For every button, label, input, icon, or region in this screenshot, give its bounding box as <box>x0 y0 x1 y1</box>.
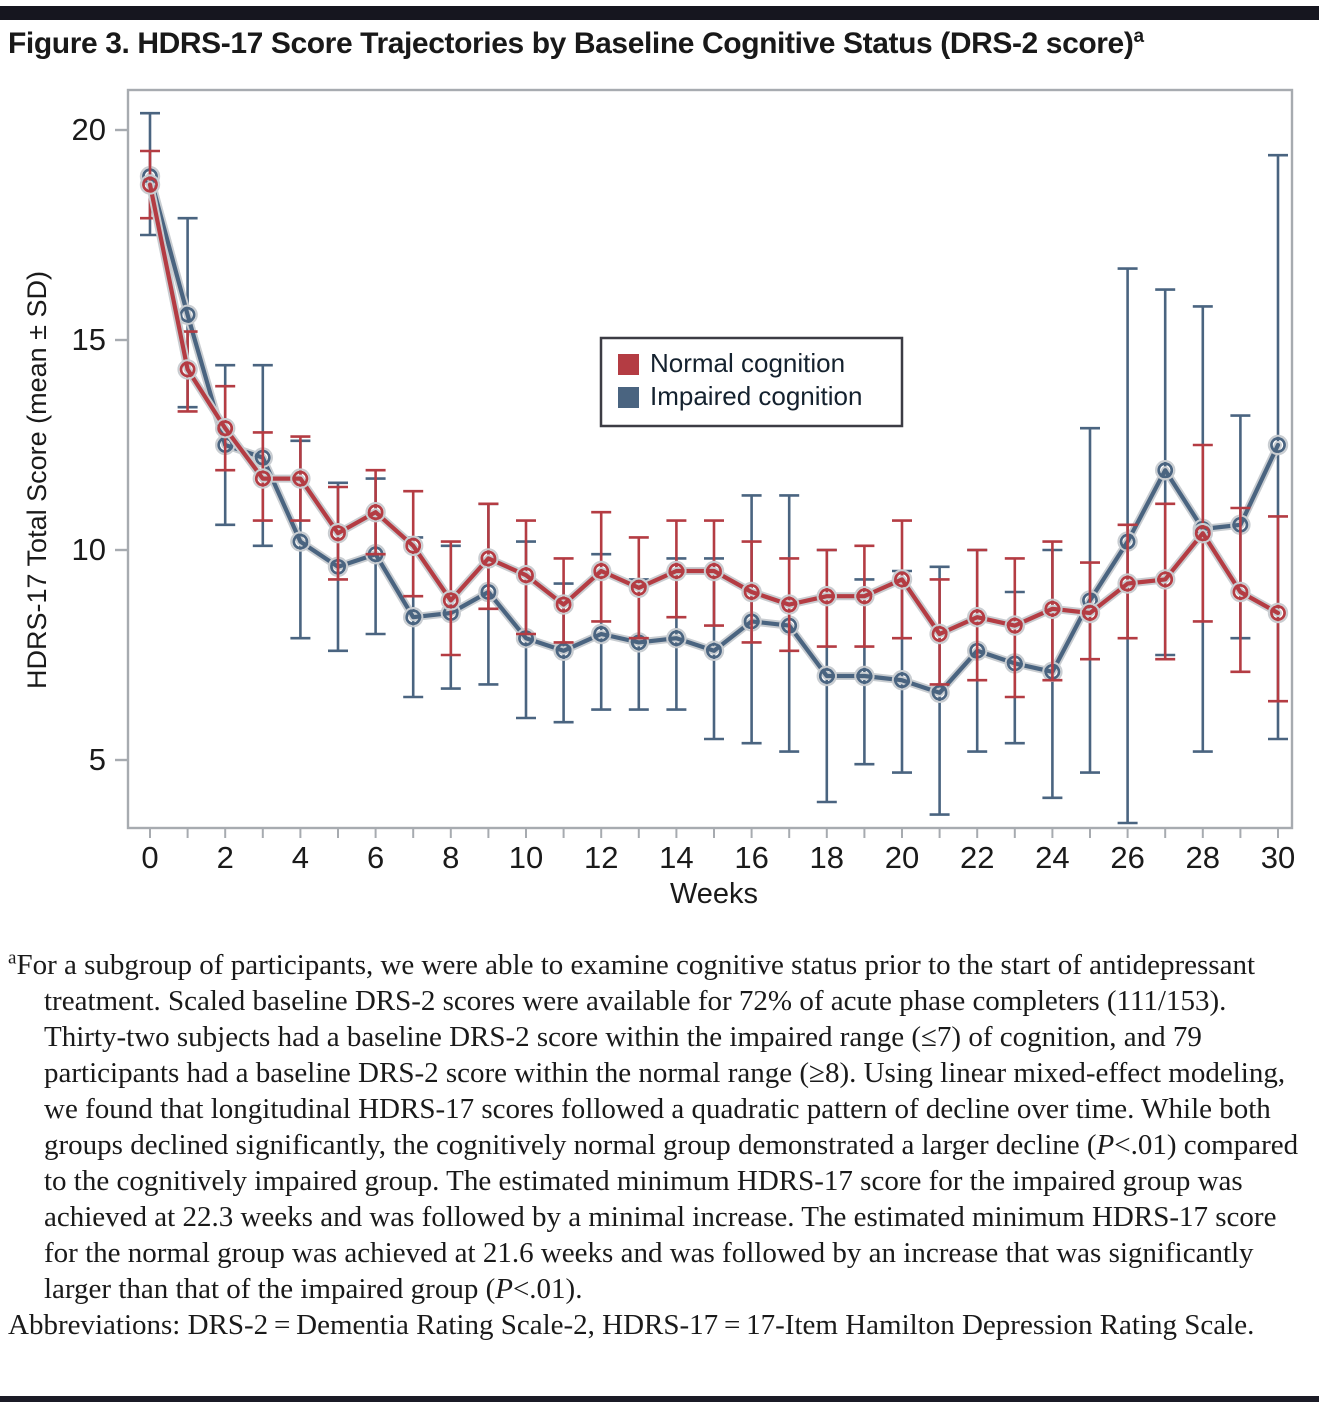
x-tick-label: 4 <box>291 840 310 875</box>
y-axis-title: HDRS-17 Total Score (mean ± SD) <box>22 271 52 689</box>
x-tick-label: 12 <box>583 840 619 875</box>
footnote-superscript: a <box>8 947 17 969</box>
footnote-text <box>16 949 1298 1305</box>
legend-swatch-normal-cognition <box>618 354 639 375</box>
x-tick-label: 28 <box>1185 840 1221 875</box>
x-tick-label: 22 <box>959 840 995 875</box>
figure-title-text: Figure 3. HDRS-17 Score Trajectories by Baseline Cognitive Status (DRS-2 score) <box>8 27 1134 60</box>
x-tick-label: 18 <box>809 840 845 875</box>
x-tick-label: 8 <box>442 840 460 875</box>
footnote-segment: <.01). <box>512 1273 583 1305</box>
x-tick-label: 16 <box>734 840 769 875</box>
x-tick-label: 14 <box>659 840 694 875</box>
x-tick-label: 10 <box>508 840 544 875</box>
hdrs-trajectory-chart <box>0 80 1319 930</box>
error-bars-impaired-cognition <box>140 113 1288 823</box>
legend-swatch-impaired-cognition <box>618 387 639 408</box>
abbreviations-text: Abbreviations: DRS-2 = Dementia Rating Scale-2, HDRS-17 = 17-Item Hamilton Depression Rating Scale. <box>8 1309 1255 1341</box>
y-tick-label: 5 <box>88 742 106 777</box>
x-tick-label: 30 <box>1260 840 1296 875</box>
legend-label: Impaired cognition <box>650 381 863 411</box>
figure-footnote <box>8 947 1308 1343</box>
legend-label: Normal cognition <box>650 348 846 378</box>
y-tick-label: 10 <box>71 532 106 567</box>
footnote-italic-p: P <box>495 1273 513 1305</box>
figure-title <box>8 26 1313 61</box>
footnote-segment: For a subgroup of participants, we were able to examine cognitive status prior to the start of antidepressant treatment. Scaled baseline DRS-2 scores were available for 72% of acute phase completers (111/153). Thirty-two subjects had a baseline DRS-2 score within the impaired range (≤7) of cognition, and 79 participants had a baseline DRS-2 score within the normal range (≥8). Using linear mixed-effect modeling, we found that longitudinal HDRS-17 scores followed a quadratic pattern of decline over time. While both groups declined significantly, the cognitively normal group demonstrated a larger decline ( <box>16 949 1286 1161</box>
y-tick-label: 20 <box>71 112 106 147</box>
x-axis <box>141 828 1295 910</box>
chart-canvas <box>0 80 1319 930</box>
y-tick-label: 15 <box>71 322 106 357</box>
x-tick-label: 0 <box>141 840 159 875</box>
footnote-segment: <.01) compared to the cognitively impaired group. The estimated minimum HDRS-17 score for the impaired group was achieved at 22.3 weeks and was followed by a minimal increase. The estimated minimum HDRS-17 score for the normal group was achieved at 21.6 weeks and was followed by an increase that was significantly larger than that of the impaired group ( <box>44 1129 1299 1305</box>
bottom-rule <box>0 1396 1319 1402</box>
x-tick-label: 2 <box>216 840 234 875</box>
x-tick-label: 6 <box>366 840 385 875</box>
y-axis <box>22 112 128 777</box>
legend <box>601 338 902 426</box>
x-tick-label: 20 <box>884 840 920 875</box>
x-tick-label: 26 <box>1110 840 1145 875</box>
footnote-paragraph <box>8 947 1308 1307</box>
top-rule <box>0 6 1319 20</box>
x-tick-label: 24 <box>1035 840 1070 875</box>
plot-frame <box>128 90 1292 828</box>
footnote-italic-p: P <box>1096 1129 1115 1161</box>
figure-title-superscript: a <box>1133 26 1144 47</box>
x-axis-title: Weeks <box>669 878 759 910</box>
